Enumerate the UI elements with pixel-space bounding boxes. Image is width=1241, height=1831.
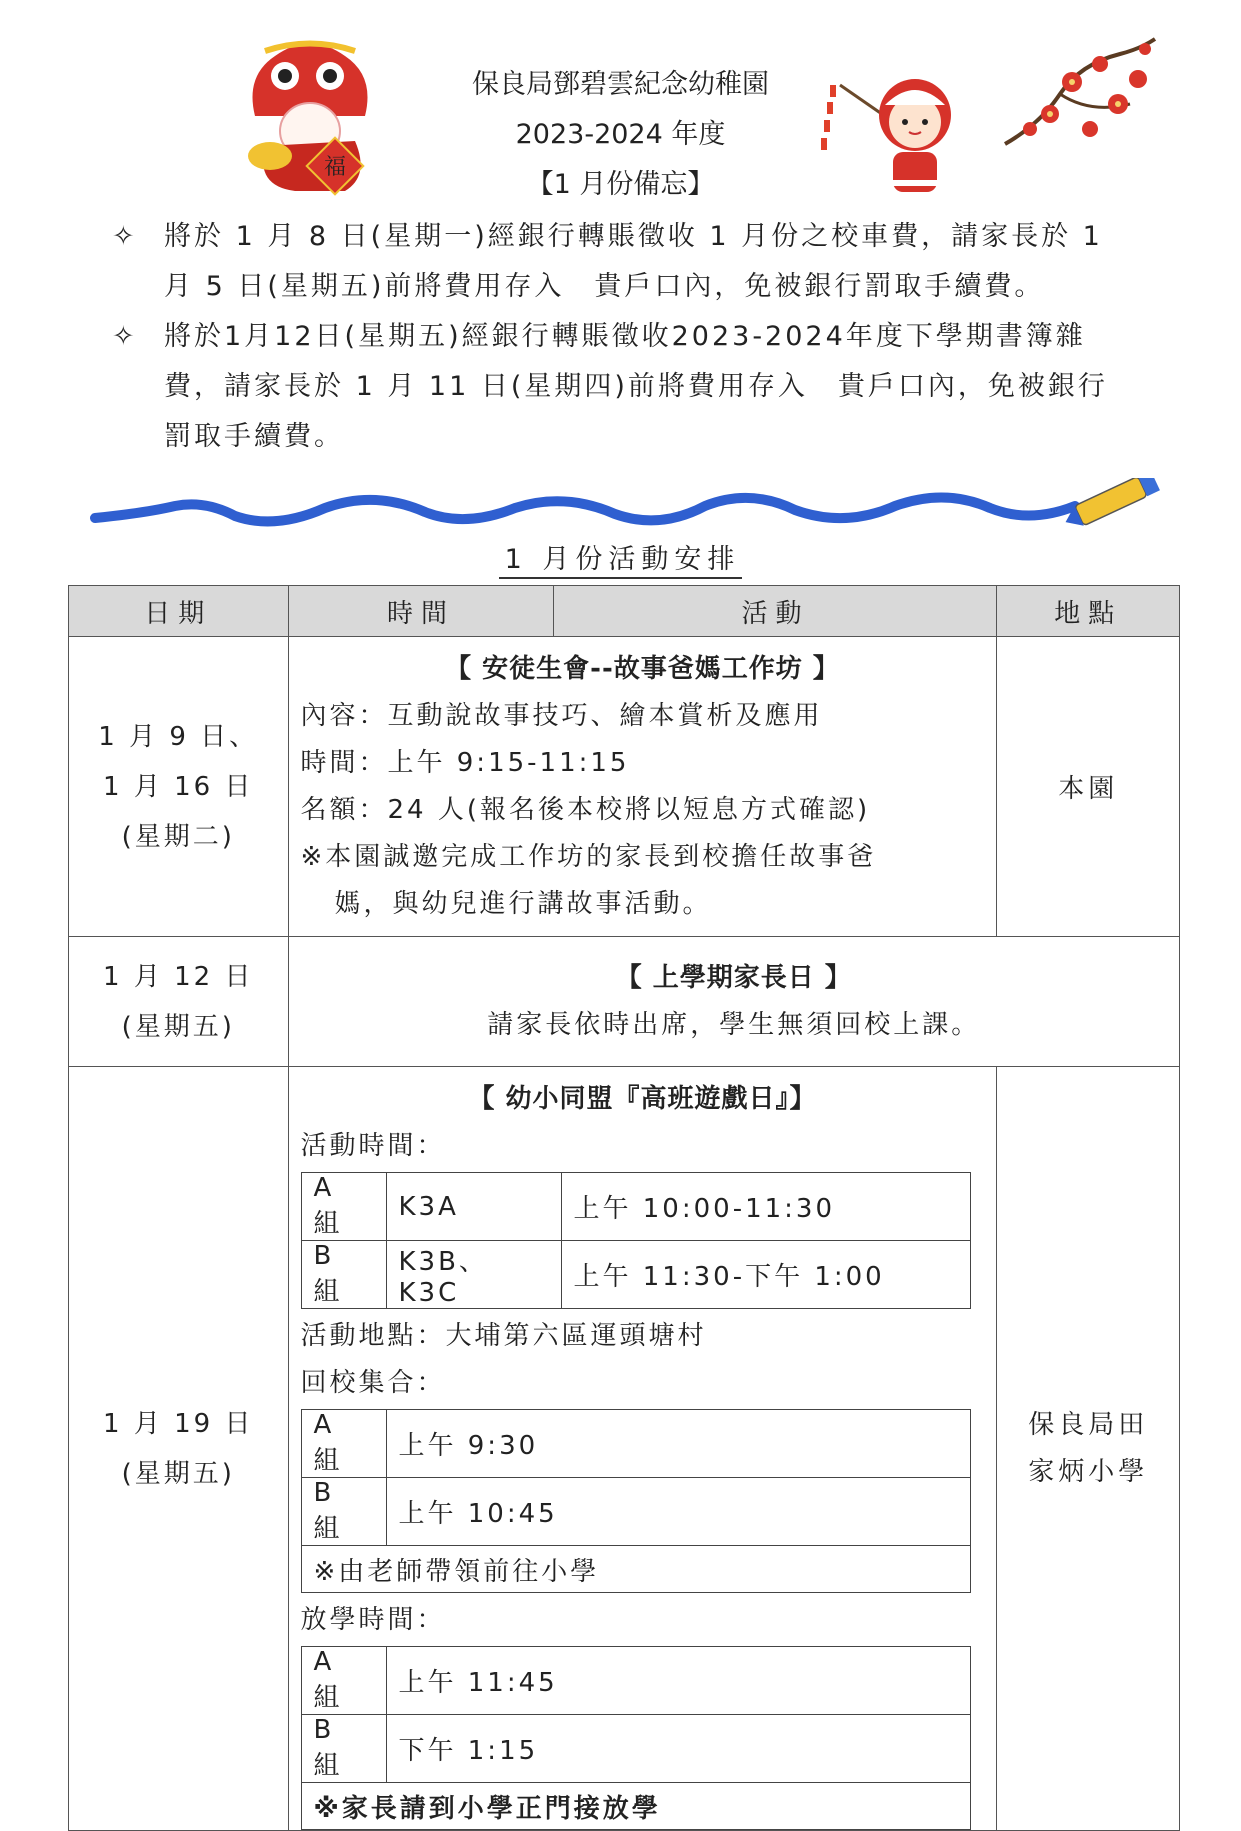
note-item	[112, 312, 1132, 462]
sparkle-bullet-icon: ✧	[112, 321, 138, 352]
table-row	[301, 1241, 970, 1309]
table-row	[69, 937, 1180, 1067]
activity-title: 【 幼小同盟『高班遊戲日』】	[468, 1084, 817, 1114]
date-cell	[69, 937, 289, 1067]
place-cell	[997, 1067, 1180, 1831]
notes-list	[112, 212, 1132, 462]
assemble-table	[301, 1409, 971, 1593]
school-year: 2023-2024 年度	[515, 119, 726, 150]
activity-line: 媽，與幼兒進行講故事活動。	[334, 889, 712, 919]
section-title-text: 1 月份活動安排	[499, 544, 743, 579]
venue-line: 活動地點：大埔第六區運頭塘村	[300, 1321, 707, 1351]
table-row	[301, 1478, 970, 1546]
table-row	[301, 1647, 970, 1715]
time-cell: 下午 1:15	[386, 1715, 970, 1783]
class-cell: K3A	[386, 1173, 561, 1241]
table-row	[301, 1715, 970, 1783]
date-line: (星期二)	[121, 821, 235, 852]
activity-line: 時間：上午 9:15-11:15	[300, 748, 630, 778]
place-line: 保良局田	[1028, 1409, 1149, 1440]
note-text: 將於1月12日(星期五)經銀行轉賬徵收2023-2024年度下學期書簿雜費，請家長於 1 月 11 日(星期四)前將費用存入 貴戶口內，免被銀行罰取手續費。	[164, 321, 1108, 452]
place-line: 家炳小學	[1028, 1456, 1149, 1487]
header-date: 日期	[69, 586, 289, 637]
table-header-row	[69, 586, 1180, 637]
date-cell	[69, 1067, 289, 1831]
time-cell: 上午 11:30-下午 1:00	[561, 1241, 970, 1309]
wavy-divider	[85, 478, 1175, 538]
activity-table	[68, 585, 1180, 1831]
note-cell: ※由老師帶領前往小學	[301, 1546, 970, 1593]
date-cell	[69, 637, 289, 937]
class-cell: K3B、K3C	[386, 1241, 561, 1309]
time-cell: 上午 10:45	[386, 1478, 970, 1546]
header-place: 地點	[997, 586, 1180, 637]
activity-title: 【 安徒生會--故事爸媽工作坊 】	[445, 654, 840, 684]
group-cell: A 組	[301, 1173, 386, 1241]
activity-line: 內容：互動說故事技巧、繪本賞析及應用	[300, 701, 823, 731]
memo-header	[0, 60, 1241, 210]
group-cell: B 組	[301, 1715, 386, 1783]
activity-title: 【 上學期家長日 】	[615, 963, 852, 993]
group-cell: A 組	[301, 1647, 386, 1715]
activity-line: 名額：24 人(報名後本校將以短息方式確認)	[300, 795, 871, 825]
section-title	[0, 537, 1241, 576]
group-cell: A 組	[301, 1410, 386, 1478]
sparkle-bullet-icon: ✧	[112, 221, 138, 252]
place-cell: 本園	[997, 637, 1180, 937]
dismiss-label: 放學時間：	[300, 1605, 446, 1635]
school-name: 保良局鄧碧雲紀念幼稚園	[472, 69, 769, 100]
date-line: (星期五)	[121, 1458, 235, 1489]
table-row	[301, 1410, 970, 1478]
fu-character: 福	[323, 155, 347, 180]
table-row	[69, 1067, 1180, 1831]
time-cell: 上午 10:00-11:30	[561, 1173, 970, 1241]
dismiss-table	[301, 1646, 971, 1830]
note-text: 將於 1 月 8 日(星期一)經銀行轉賬徵收 1 月份之校車費，請家長於 1 月 5 日(星期五)前將費用存入 貴戶口內，免被銀行罰取手續費。	[164, 221, 1103, 302]
date-line: (星期五)	[121, 1011, 235, 1042]
activity-time-label: 活動時間：	[300, 1131, 446, 1161]
group-cell: B 組	[301, 1478, 386, 1546]
memo-title: 【1 月份備忘】	[526, 169, 715, 200]
activity-cell	[288, 1067, 997, 1831]
note-cell: ※家長請到小學正門接放學	[301, 1783, 970, 1830]
group-cell: B 組	[301, 1241, 386, 1309]
date-line: 1 月 12 日	[103, 961, 254, 992]
time-cell: 上午 9:30	[386, 1410, 970, 1478]
date-line: 1 月 19 日	[103, 1408, 254, 1439]
group-schedule-table	[301, 1172, 971, 1309]
header-time: 時間	[288, 586, 554, 637]
assemble-label: 回校集合：	[300, 1368, 446, 1398]
activity-line: ※本園誠邀完成工作坊的家長到校擔任故事爸	[300, 842, 877, 872]
activity-cell	[288, 637, 997, 937]
table-row	[301, 1546, 970, 1593]
activity-cell	[288, 937, 1180, 1067]
date-line: 1 月 9 日、	[98, 721, 259, 752]
table-row	[301, 1173, 970, 1241]
header-activity: 活動	[554, 586, 997, 637]
table-row	[69, 637, 1180, 937]
time-cell: 上午 11:45	[386, 1647, 970, 1715]
note-item	[112, 212, 1132, 312]
activity-line: 請家長依時出席，學生無須回校上課。	[487, 1010, 981, 1040]
table-row	[301, 1783, 970, 1830]
date-line: 1 月 16 日	[103, 771, 254, 802]
